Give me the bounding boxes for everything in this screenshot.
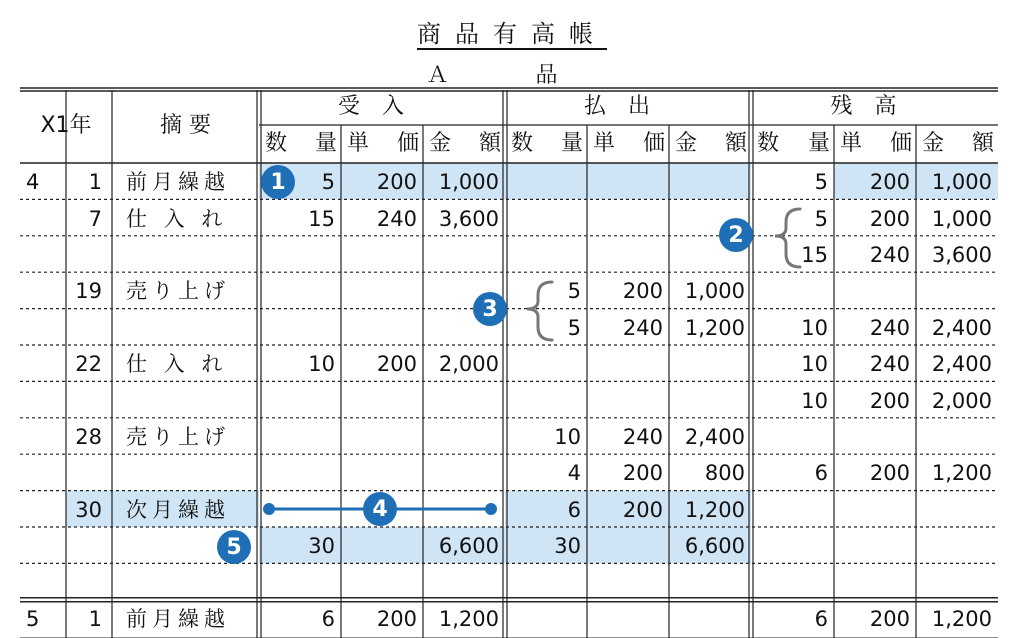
balance-cell: 240: [869, 315, 910, 340]
summary-cell: 仕 入 れ: [126, 352, 228, 377]
balance-cell: 5: [814, 206, 828, 231]
day-cell: 19: [75, 279, 102, 304]
balance-cell: 2,000: [931, 388, 992, 413]
balance-cell: 2,400: [931, 352, 992, 377]
issued-cell: 200: [622, 497, 663, 522]
day-cell: 30: [75, 497, 102, 522]
month-cell: 4: [26, 170, 40, 195]
header-group-2: 払出: [583, 94, 672, 119]
badge-5: 5: [217, 530, 251, 564]
balance-cell: 1,000: [931, 206, 992, 231]
badge-2: 2: [719, 218, 753, 252]
header-summary: 摘 要: [160, 113, 211, 138]
day-cell: 7: [88, 206, 102, 231]
issued-cell: 6: [567, 497, 581, 522]
header-group-1: 受入: [337, 94, 426, 119]
header-sub-b: 額: [971, 131, 994, 156]
header-sub-a: 数: [511, 131, 534, 156]
badge-3: 3: [473, 292, 507, 326]
balance-cell: 15: [801, 243, 828, 267]
badge-4: 4: [363, 492, 397, 526]
balance-cell: 6: [814, 607, 828, 631]
balance-cell: 1,200: [931, 461, 992, 486]
header-sub-a: 数: [757, 131, 780, 156]
summary-cell: 前月繰越: [126, 170, 230, 195]
day-cell: 1: [88, 607, 102, 631]
received-cell: 30: [308, 534, 335, 559]
header-sub-a: 単: [840, 131, 863, 156]
summary-cell: 売り上げ: [126, 279, 230, 304]
issued-cell: 2,400: [684, 425, 745, 449]
issued-cell: 10: [554, 425, 581, 449]
summary-cell: 売り上げ: [126, 425, 230, 449]
issued-cell: 1,200: [684, 497, 745, 522]
balance-cell: 10: [801, 352, 828, 377]
day-cell: 28: [75, 425, 102, 449]
received-cell: 15: [308, 206, 335, 231]
received-cell: 3,600: [438, 206, 499, 231]
balance-cell: 6: [814, 461, 828, 486]
month-cell: 5: [26, 607, 40, 631]
header-sub-b: 額: [724, 131, 747, 156]
balance-cell: 240: [869, 352, 910, 377]
header-sub-a: 数: [265, 131, 288, 156]
received-cell: 200: [376, 607, 417, 631]
item-name: Ａ 品: [426, 63, 598, 88]
received-cell: 6,600: [438, 534, 499, 559]
header-date: X1年: [40, 113, 92, 138]
received-cell: 1,200: [438, 607, 499, 631]
header-sub-a: 金: [429, 131, 452, 156]
issued-cell: 1,200: [684, 315, 745, 340]
summary-cell: 次月繰越: [126, 497, 230, 522]
header-sub-a: 単: [593, 131, 616, 156]
balance-cell: 10: [801, 388, 828, 413]
issued-cell: 1,000: [684, 279, 745, 304]
issued-cell: 200: [622, 461, 663, 486]
balance-cell: 5: [814, 170, 828, 195]
received-cell: 1,000: [438, 170, 499, 195]
connector-dot-icon: [263, 503, 275, 515]
header-sub-a: 単: [347, 131, 370, 156]
received-cell: 240: [376, 206, 417, 231]
badge-1: 1: [261, 165, 295, 199]
balance-cell: 3,600: [931, 243, 992, 267]
issued-cell: 4: [567, 461, 581, 486]
header-sub-b: 量: [314, 131, 337, 156]
balance-cell: 10: [801, 315, 828, 340]
header-sub-a: 金: [922, 131, 945, 156]
header-group-3: 残高: [830, 94, 919, 119]
header-sub-b: 量: [807, 131, 830, 156]
issued-cell: 30: [554, 534, 581, 559]
balance-cell: 1,000: [931, 170, 992, 195]
balance-cell: 200: [869, 170, 910, 195]
issued-cell: 240: [622, 425, 663, 449]
header-sub-a: 金: [675, 131, 698, 156]
balance-cell: 200: [869, 607, 910, 631]
header-sub-b: 量: [560, 131, 583, 156]
balance-cell: 2,400: [931, 315, 992, 340]
received-cell: 2,000: [438, 352, 499, 377]
day-cell: 22: [75, 352, 102, 377]
header-sub-b: 価: [396, 131, 419, 156]
balance-cell: 200: [869, 206, 910, 231]
received-cell: 200: [376, 352, 417, 377]
received-cell: 200: [376, 170, 417, 195]
received-cell: 10: [308, 352, 335, 377]
issued-cell: 6,600: [684, 534, 745, 559]
day-cell: 1: [88, 170, 102, 195]
highlight-row1-issued: [505, 163, 751, 199]
header-sub-b: 価: [889, 131, 912, 156]
received-cell: 6: [321, 607, 335, 631]
issued-cell: 5: [567, 279, 581, 304]
issued-cell: 800: [704, 461, 745, 486]
header-sub-b: 額: [478, 131, 501, 156]
balance-cell: 240: [869, 243, 910, 267]
issued-cell: 5: [567, 315, 581, 340]
balance-cell: 200: [869, 388, 910, 413]
header-sub-b: 価: [642, 131, 665, 156]
issued-cell: 240: [622, 315, 663, 340]
balance-cell: 200: [869, 461, 910, 486]
summary-cell: 前月繰越: [126, 607, 230, 631]
balance-cell: 1,200: [931, 607, 992, 631]
ledger-title: 商品有高帳: [417, 20, 607, 48]
connector-dot-icon: [485, 503, 497, 515]
issued-cell: 200: [622, 279, 663, 304]
summary-cell: 仕 入 れ: [126, 206, 228, 231]
received-cell: 5: [321, 170, 335, 195]
